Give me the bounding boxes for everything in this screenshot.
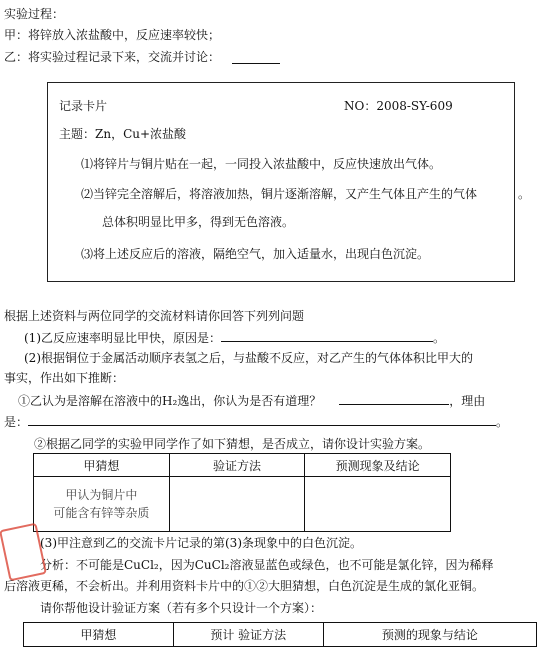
questions-lead: 根据上述资料与两位同学的交流材料请你回答下列列问题	[4, 309, 305, 323]
answer-blank-3[interactable]	[28, 413, 496, 426]
card-item-3: ⑶将上述反应后的溶液，隔绝空气，加入适量水，出现白色沉淀。	[81, 247, 430, 261]
table1-header-conclusion: 预测现象及结论	[305, 454, 451, 477]
card-item-2: ⑵当锌完全溶解后，将溶液加热，铜片逐渐溶解，又产生气体且产生的气体	[81, 187, 478, 201]
card-item-1: ⑴将锌片与铜片贴在一起，一同投入浓盐酸中，反应快速放出气体。	[81, 157, 442, 171]
table1-method-cell[interactable]	[169, 477, 305, 532]
table2-header-method: 预计 验证方法	[173, 623, 323, 647]
intro-line-yi: 乙：将实验过程记录下来，交流并讨论：	[4, 50, 221, 64]
table1-header-guess: 甲猜想	[34, 454, 170, 477]
answer-blank-1[interactable]	[221, 329, 433, 342]
table1-guess-cell	[34, 477, 170, 532]
intro-heading: 实验过程：	[4, 7, 65, 21]
question-1: (1)乙反应速率明显比甲快，原因是： 。	[24, 331, 446, 345]
question-2: (2)根据铜位于金属活动顺序表氢之后，与盐酸不反应，对乙产生的气体体积比甲大的	[24, 351, 474, 365]
question-2-1-reason: 是： 。	[4, 415, 509, 429]
question-2-2: ②根据乙同学的实验甲同学作了如下猜想，是否成立，请你设计实验方案。	[34, 437, 431, 451]
question-2-1: ①乙认为是溶解在溶液中的H₂逸出，你认为是否有道理？ ，理由	[18, 394, 486, 408]
part-3-ask: 请你帮他设计验证方案（若有多个只设计一个方案）：	[40, 601, 323, 615]
card-title: 记录卡片	[59, 99, 108, 113]
record-card	[47, 82, 515, 282]
card-subject: 主题：Zn，Cu+浓盐酸	[59, 127, 187, 141]
part-3-analysis-cont: 后溶液更稀，不会析出。并利用资料卡片中的①②大胆猜想，白色沉淀是生成的氯化亚铜。	[4, 579, 485, 593]
question-2-cont: 事实，作出如下推断：	[4, 371, 125, 385]
table1-conclusion-cell[interactable]	[305, 477, 451, 532]
verification-table-1	[33, 453, 451, 532]
card-outside-mark: 。	[518, 187, 531, 201]
table2-header-conclusion: 预测的现象与结论	[323, 623, 536, 647]
card-item-2-cont: 总体积明显比甲多，得到无色溶液。	[102, 215, 295, 229]
intro-line-jia: 甲：将锌放入浓盐酸中，反应速率较快；	[4, 28, 221, 42]
table2-header-guess: 甲猜想	[24, 623, 174, 647]
table1-header-method: 验证方法	[169, 454, 305, 477]
table1-guess-line-1: 甲认为铜片中	[65, 488, 138, 502]
table1-guess-line-2: 可能含有锌等杂质	[53, 506, 150, 520]
intro-answer-line	[232, 63, 280, 64]
answer-blank-2[interactable]	[339, 392, 449, 405]
part-3-analysis: 分析：不可能是CuCl₂，因为CuCl₂溶液显蓝色或绿色，也不可能是氯化锌，因为稀释	[40, 558, 494, 572]
card-number: NO：2008-SY-609	[344, 99, 453, 113]
verification-table-2	[23, 622, 537, 647]
part-3-intro: (3)甲注意到乙的交流卡片记录的第(3)条现象中的白色沉淀。	[40, 536, 362, 550]
